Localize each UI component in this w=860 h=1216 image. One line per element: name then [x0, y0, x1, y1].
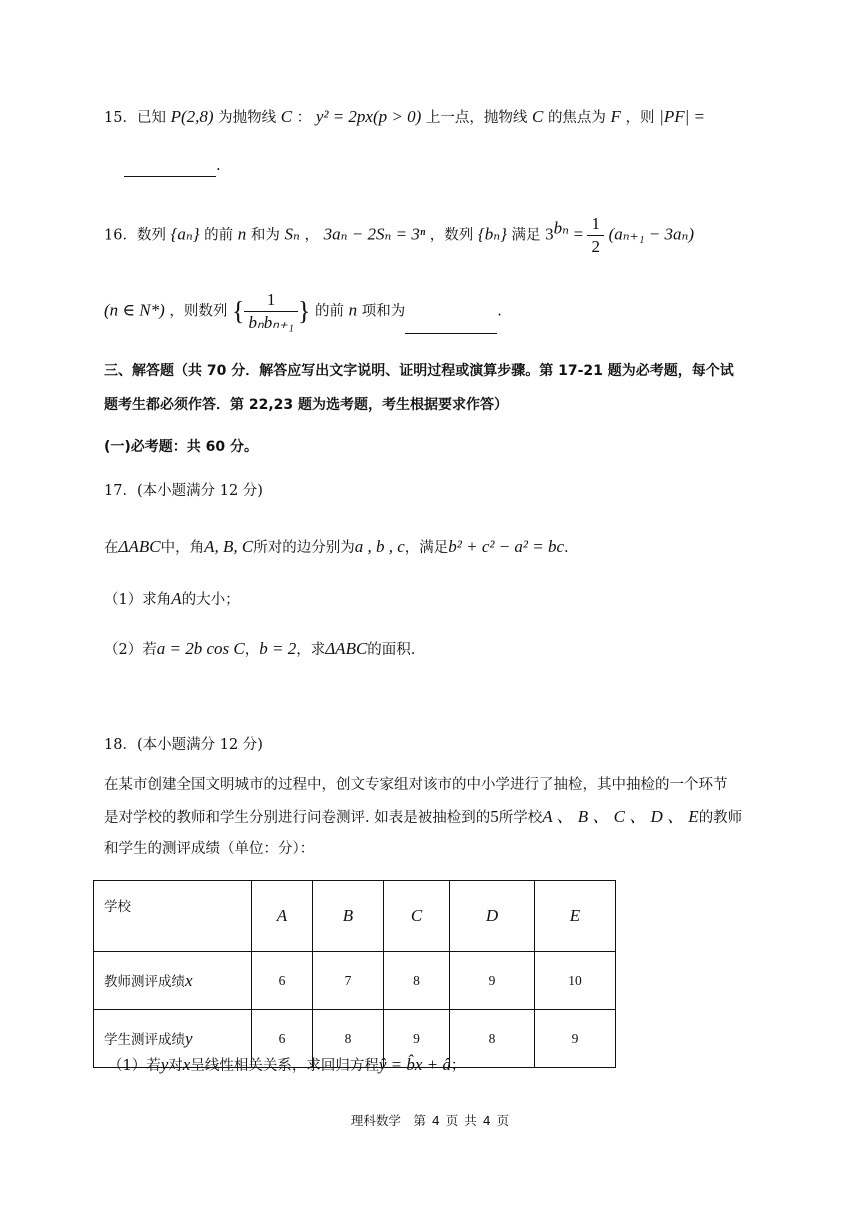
q18-text: 是对学校的教师和学生分别进行问卷测评. 如表是被抽检到的 [104, 810, 491, 826]
table-cell: 8 [384, 952, 450, 1010]
q17-text: ，满足 [404, 540, 449, 556]
q16-n: n [348, 300, 358, 320]
q16-line1: 16．数列 {aₙ} 的前 n 和为 Sₙ ， 3aₙ − 2Sₙ = 3ⁿ ，数列 {bₙ} 满足 $3^{b_n}$ = $\frac{1}{2}$ (aₙ₊₁ − 3aₙ) [104, 214, 695, 256]
q17-text: 的大小； [181, 592, 240, 608]
table-cell: 8 [313, 1010, 384, 1068]
section3-title-l1: 三、解答题（共 70 分．解答应写出文字说明、证明过程或演算步骤。第 17-21 题为必考题，每个试 [104, 363, 734, 379]
q18-score-table [93, 880, 616, 1068]
q15-point: P(2,8) [170, 107, 214, 126]
q16-cond: (n ∈ N*) [104, 300, 165, 320]
section3-title-l2: 题考生都必须作答．第 22,23 题为选考题，考生根据要求作答） [104, 397, 509, 413]
table-cell: 6 [252, 952, 313, 1010]
table-row-label [94, 952, 252, 1010]
q18-para-l1: 在某市创建全国文明城市的过程中，创文专家组对该市的中小学进行了抽检，其中抽检的一个环节 [104, 777, 728, 793]
q16-eq2-rhs: (aₙ₊₁ − 3aₙ) [608, 224, 695, 244]
q17-condition: b² + c² − a² = bc [448, 537, 565, 556]
row-var: y [185, 1029, 193, 1048]
q16-seq-a: {aₙ} [170, 224, 200, 244]
period: . [564, 540, 569, 556]
q18-regression-eq: ŷ = b̂x + â [378, 1055, 451, 1074]
table-cell: 9 [535, 1010, 616, 1068]
q16-eq2-exp: bₙ [553, 218, 570, 238]
q17-triangle: ΔABC [118, 537, 161, 556]
q15-pf: |PF| = [659, 107, 705, 126]
table-header-cell: D [450, 881, 535, 952]
row-var: x [185, 971, 193, 990]
table-row [94, 952, 616, 1010]
q15-curve: C [280, 107, 293, 126]
table-header-cell: A [252, 881, 313, 952]
q17-triangle: ΔABC [325, 639, 368, 658]
q17-text: 的面积. [367, 642, 416, 658]
table-header-cell: C [384, 881, 450, 952]
q17-heading: 17．(本小题满分 12 分) [104, 483, 263, 499]
q18-count: 5 [490, 807, 499, 826]
q16-text: 的前 [314, 303, 344, 320]
q18-text: ； [450, 1058, 466, 1074]
q18-text: 的教师 [698, 810, 743, 826]
q18-schools: A 、 B 、 C 、 D 、 E [542, 807, 699, 826]
table-cell: 8 [450, 1010, 535, 1068]
q16-text: 满足 [511, 227, 541, 244]
q17-text: ， [244, 642, 260, 658]
frac-den: 2 [591, 237, 600, 256]
q18-part1 [108, 1054, 465, 1077]
q16-text: ， [304, 227, 319, 244]
q17-angle-a: A [171, 589, 182, 608]
q15-number: 15．已知 [104, 110, 166, 126]
page-footer: 理科数学 第 4 页 共 4 页 [350, 1113, 510, 1128]
q17-part1 [104, 588, 240, 611]
table-cell: 7 [313, 952, 384, 1010]
table-header-cell: B [313, 881, 384, 952]
q17-text: （2）若 [104, 642, 157, 658]
q18-para-l2 [104, 806, 742, 829]
q15-line1 [104, 106, 705, 129]
q18-heading: 18．(本小题满分 12 分) [104, 737, 263, 753]
q16-number: 16．数列 [104, 227, 166, 244]
frac-num: 1 [244, 289, 297, 312]
q16-text: 的前 [204, 227, 234, 244]
q15-focus: F [610, 107, 621, 126]
q16-seq-b: {bₙ} [477, 224, 507, 244]
q17-text: （1）求角 [104, 592, 172, 608]
row-label-text: 教师测评成绩 [104, 974, 185, 990]
q16-text: ，数列 [429, 227, 474, 244]
q18-var-y: y [160, 1055, 169, 1074]
q15-line2 [124, 155, 221, 177]
table-cell: 9 [384, 1010, 450, 1068]
q15-parabola-eq: y² = 2px(p > 0) [315, 107, 422, 126]
q15-text: 的焦点为 [547, 110, 606, 126]
q15-text: 为抛物线 [218, 110, 277, 126]
q18-text: 呈线性相关关系，求回归方程 [190, 1058, 379, 1074]
table-cell: 10 [535, 952, 616, 1010]
q16-eq2-fraction [587, 213, 604, 258]
q18-text: （1）若 [108, 1058, 161, 1074]
q18-para-l3: 和学生的测评成绩（单位：分）： [104, 841, 315, 857]
q17-angles: A, B, C [204, 537, 254, 556]
q17-eq2: b = 2 [259, 639, 297, 658]
q15-text: ，则 [625, 110, 655, 126]
table-cell: 6 [252, 1010, 313, 1068]
q18-text: 对 [168, 1058, 183, 1074]
q15-text: 上一点，抛物线 [425, 110, 528, 126]
table-header-cell: E [535, 881, 616, 952]
q15-colon: ： [296, 110, 312, 126]
q17-text: 在 [104, 540, 119, 556]
table-header-label: 学校 [94, 881, 252, 952]
q15-curve: C [531, 107, 544, 126]
q16-text: 项和为 [361, 303, 406, 320]
section3-subtitle: (一)必考题：共 60 分。 [104, 439, 259, 455]
q16-line2: (n ∈ N*) ，则数列 { $\frac{1}{\text{bₙbₙ₊₁}}$ } 的前 n 项和为 . [104, 290, 502, 332]
q16-n: n [237, 224, 247, 244]
frac-num: 1 [587, 213, 604, 236]
q16-text: ，则数列 [169, 303, 228, 320]
q16-text: 和为 [250, 227, 280, 244]
q17-part2 [104, 638, 415, 661]
period: . [497, 303, 502, 320]
q16-sn: Sₙ [284, 224, 300, 244]
table-cell: 9 [450, 952, 535, 1010]
answer-blank[interactable] [124, 176, 216, 177]
period: . [216, 158, 221, 174]
q17-text: 中，角 [160, 540, 205, 556]
q16-eq1: 3aₙ − 2Sₙ = 3ⁿ [323, 224, 426, 244]
q17-text: 所对的边分别为 [253, 540, 355, 556]
table-row [94, 881, 616, 952]
q17-eq1: a = 2b cos C [156, 639, 245, 658]
q16-eq2-base: 3 [545, 224, 554, 244]
row-label-text: 学生测评成绩 [104, 1032, 185, 1048]
q18-text: 所学校 [498, 810, 543, 826]
q17-sides: a , b , c [354, 537, 405, 556]
frac-den: bₙbₙ₊₁ [248, 313, 294, 332]
q17-stem [104, 536, 569, 559]
q18-var-x: x [182, 1055, 191, 1074]
q17-text: ，求 [296, 642, 326, 658]
answer-blank[interactable] [405, 333, 497, 334]
q16-recip-fraction [244, 289, 297, 334]
